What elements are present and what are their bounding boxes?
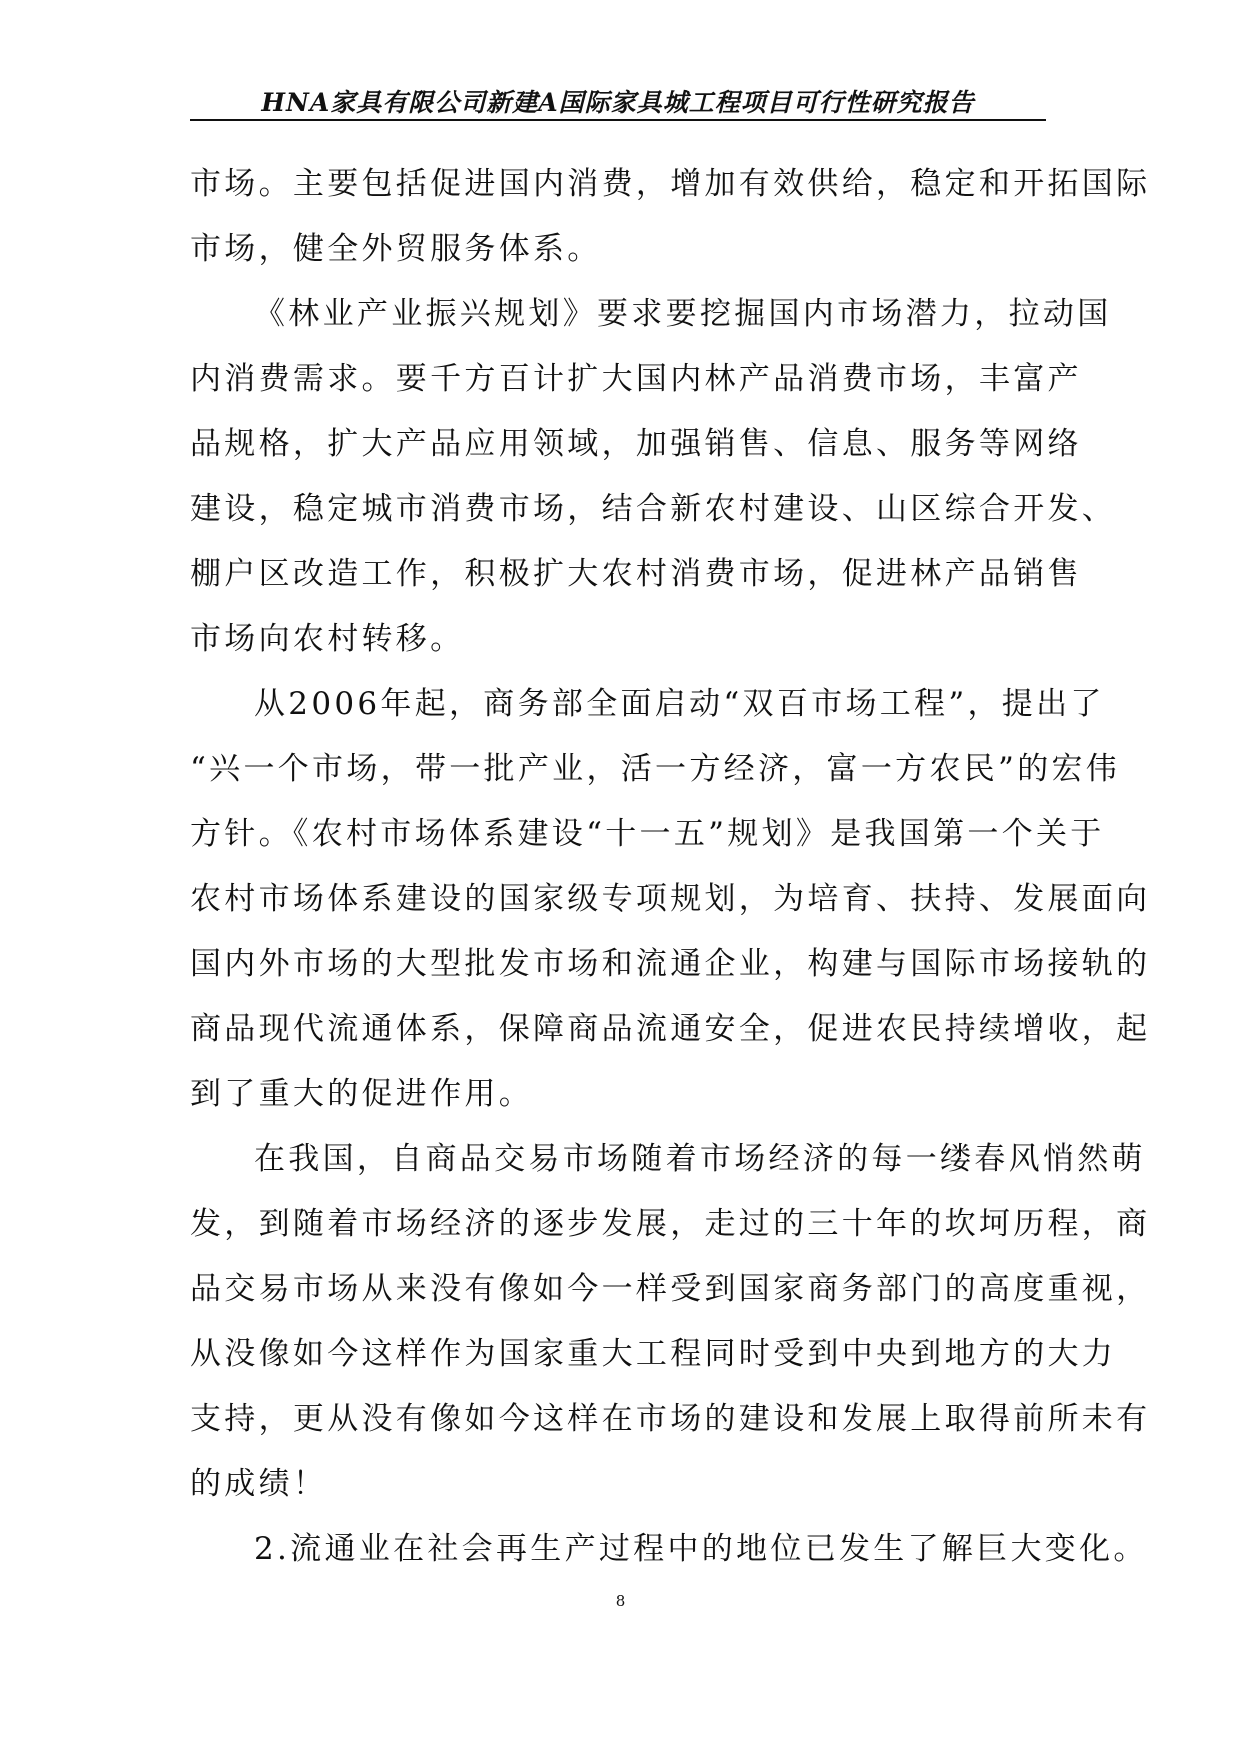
text-line: 支持，更从没有像如今这样在市场的建设和发展上取得前所未有 (190, 1401, 1151, 1437)
text-line: 方针。《农村市场体系建设“十一五”规划》是我国第一个关于 (190, 816, 1105, 852)
body-text (190, 152, 1151, 1582)
text-line: 品规格，扩大产品应用领域，加强销售、信息、服务等网络 (190, 426, 1082, 462)
page-number: 8 (615, 1592, 626, 1610)
paragraph-start-line: 2.流通业在社会再生产过程中的地位已发生了解巨大变化。 (254, 1531, 1148, 1567)
running-header: HNA家具有限公司新建A国际家具城工程项目可行性研究报告 (261, 88, 975, 117)
text-line: 品交易市场从来没有像如今一样受到国家商务部门的高度重视， (190, 1271, 1151, 1307)
text-line: 到了重大的促进作用。 (190, 1076, 533, 1112)
paragraph-start-line: 从2006年起，商务部全面启动“双百市场工程”，提出了 (254, 686, 1105, 722)
text-line: 商品现代流通体系，保障商品流通安全，促进农民持续增收，起 (190, 1011, 1151, 1047)
text-line: 的成绩！ (190, 1466, 328, 1502)
text-line: 农村市场体系建设的国家级专项规划，为培育、扶持、发展面向 (190, 881, 1151, 917)
text-line: 建设，稳定城市消费市场，结合新农村建设、山区综合开发、 (190, 491, 1117, 527)
text-line: 内消费需求。要千方百计扩大国内林产品消费市场，丰富产 (190, 361, 1082, 397)
text-line: 国内外市场的大型批发市场和流通企业，构建与国际市场接轨的 (190, 946, 1151, 982)
paragraph-start-line: 《林业产业振兴规划》要求要挖掘国内市场潜力，拉动国 (254, 296, 1112, 332)
header-rule (190, 119, 1046, 121)
text-line: 发，到随着市场经济的逐步发展，走过的三十年的坎坷历程，商 (190, 1206, 1151, 1242)
text-line: 从没像如今这样作为国家重大工程同时受到中央到地方的大力 (190, 1336, 1117, 1372)
paragraph-start-line: 在我国，自商品交易市场随着市场经济的每一缕春风悄然萌 (254, 1141, 1146, 1177)
text-line: 棚户区改造工作，积极扩大农村消费市场，促进林产品销售 (190, 556, 1082, 592)
text-line: 市场，健全外贸服务体系。 (190, 231, 602, 267)
text-line: 市场向农村转移。 (190, 621, 465, 657)
text-line: “兴一个市场，带一批产业，活一方经济，富一方农民”的宏伟 (190, 751, 1121, 787)
text-line: 市场。主要包括促进国内消费，增加有效供给，稳定和开拓国际 (190, 166, 1151, 202)
